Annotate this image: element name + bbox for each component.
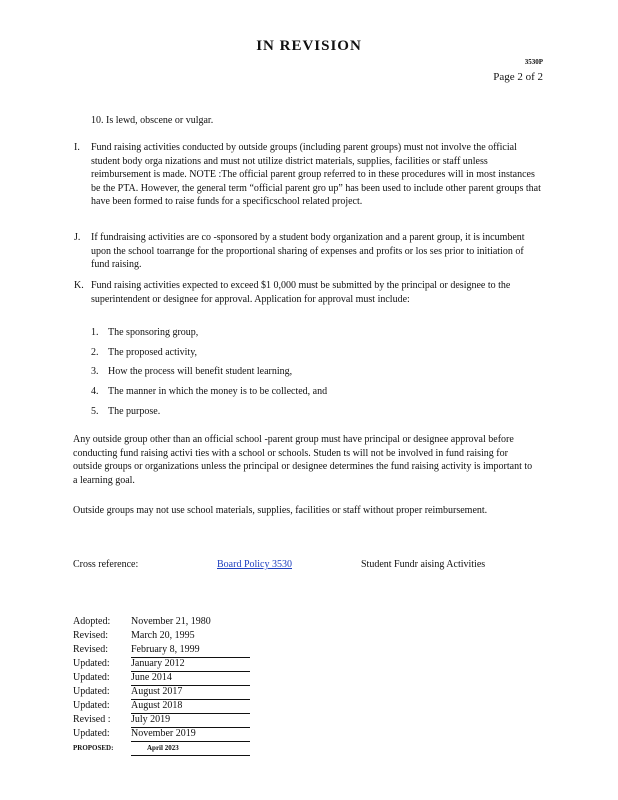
list-item: 1. The sponsoring group, (91, 327, 199, 338)
history-row: Updated: January 2012 (73, 657, 250, 671)
history-row: Revised : July 2019 (73, 713, 250, 727)
section-text: Fund raising activities expected to exceed $1 0,000 must be submitted by the principal or designee to the superintendent or designee for approval. Application for approval must include: (91, 280, 511, 305)
cross-reference-label: Cross reference: (73, 559, 139, 570)
item-10: 10. Is lewd, obscene or vulgar. (91, 115, 214, 126)
page-number: Page 2 of 2 (493, 71, 543, 83)
section-j (74, 231, 544, 273)
revision-history (73, 615, 250, 755)
list-item: 3. How the process will benefit student learning, (91, 366, 293, 378)
section-label: J. (74, 232, 81, 243)
section-text: Fund raising activities conducted by outside groups (including parent groups) must not involve the official student body orga nizations and must not utilize district materials, supplies, facilities or staff unless reimbursement is made. NOTE :The official parent group referred to in these procedures will in most instances be the PTA. However, the general term “official parent gro up” has been used to include other parent groups that have been formed to raise funds for a specificschool related project. (91, 142, 541, 207)
history-row: Updated: November 2019 (73, 727, 250, 741)
requirements-list (91, 327, 327, 425)
history-row: Updated: June 2014 (73, 671, 250, 685)
section-label: I. (74, 142, 80, 153)
section-label: K. (74, 280, 84, 291)
history-row: Updated: August 2018 (73, 699, 250, 713)
section-i (74, 141, 544, 226)
history-row: Adopted: November 21, 1980 (73, 616, 211, 627)
cross-reference-title: Student Fundr aising Activities (361, 559, 486, 570)
section-k (74, 279, 544, 321)
outside-groups-paragraph: Any outside group other than an official school -parent group must have principal or designee approval before conducting fund raising activi ties with a school or schools. Studen ts will not be involved in fund raising for outside groups or organizations unless the principal or designee determines the fund raising activity is important to a learning goal. (73, 434, 533, 486)
document-title: IN REVISION (256, 38, 362, 54)
history-row: Revised: February 8, 1999 (73, 643, 250, 657)
section-text: If fundraising activities are co -sponsored by a student body organization and a parent group, it is incumbent upon the school toarrange for the proportional sharing of expenses and profits or los ses prior to initiation of fund raising. (91, 232, 525, 270)
history-row: PROPOSED: April 2023 (73, 741, 250, 755)
list-item: 5. The purpose. (91, 405, 161, 417)
materials-paragraph: Outside groups may not use school materials, supplies, facilities or staff without proper reimbursement. (73, 505, 488, 516)
policy-code: 3530P (524, 58, 543, 66)
history-row: Revised: March 20, 1995 (73, 630, 195, 641)
history-row: Updated: August 2017 (73, 685, 250, 699)
list-item: 2. The proposed activity, (91, 346, 198, 358)
board-policy-link[interactable]: Board Policy 3530 (217, 559, 292, 570)
list-item: 4. The manner in which the money is to be collected, and (91, 386, 328, 398)
